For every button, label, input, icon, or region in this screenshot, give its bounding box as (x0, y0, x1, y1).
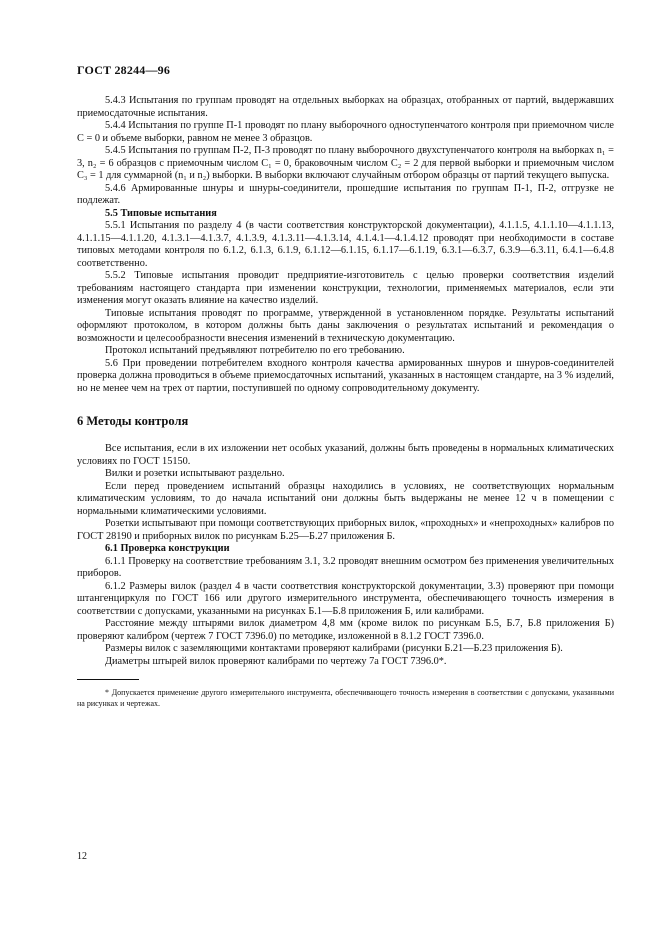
document-body (77, 95, 614, 709)
paragraph-6-sockets: Розетки испытывают при помощи соответствующих приборных вилок, «проходных» и «непроходных» калибров по ГОСТ 28190 и приборных вилок по рисункам Б.25—Б.27 приложения Б. (77, 518, 614, 542)
paragraph-6-1-1: 6.1.1 Проверку на соответствие требованиям 3.1, 3.2 проводят внешним осмотром без применения увеличительных приборов. (77, 555, 614, 579)
paragraph-5-6: 5.6 При проведении потребителем входного контроля качества армированных шнуров и шнуров-соединителей проверка должна проводиться в объеме приемосдаточных испытаний, указанных в настоящем стандарте, на 3 % изделий, но не менее чем на трех от партии, поступившей по одному сопроводительному документу. (77, 357, 614, 394)
section-heading-6: 6 Методы контроля (77, 414, 189, 428)
paragraph-5-5-2-protocol: Протокол испытаний предъявляют потребителю по его требованию. (105, 345, 405, 356)
paragraph-5-5-2: 5.5.2 Типовые испытания проводит предприятие-изготовитель с целью проверки соответствия изделий требованиям настоящего стандарта при изменении конструкции, технологии, применяемых материалов, если эти изменения могут оказать влияние на качество изделий. (77, 270, 614, 306)
paragraph-6-1-2-earthing: Размеры вилок с заземляющими контактами проверяют калибрами (рисунки Б.21—Б.23 приложения Б). (105, 643, 563, 654)
paragraph-6-intro: Все испытания, если в их изложении нет особых указаний, должны быть проведены в нормальных климатических условиях по ГОСТ 15150. (77, 443, 614, 467)
paragraph-5-4-4: 5.4.4 Испытания по группе П-1 проводят по плану выборочного одноступенчатого контроля при приемочном числе C = 0 и объеме выборки, равном не менее 3 образцов. (77, 120, 614, 144)
document-code-header: ГОСТ 28244—96 (77, 63, 171, 77)
paragraph-5-5-2-program: Типовые испытания проводят по программе, утвержденной в установленном порядке. Результаты испытаний оформляют протоколом, в котором должны быть даны заключения о результатах испытаний и рекомендация о возможности и целесообразности внесения изменений в техническую документацию. (77, 307, 614, 344)
paragraph-6-separate: Вилки и розетки испытывают раздельно. (105, 468, 285, 479)
paragraph-6-1-2-diameters: Диаметры штырей вилок проверяют калибрами по чертежу 7а ГОСТ 7396.0*. (105, 655, 447, 667)
paragraph-5-4-5: 5.4.5 Испытания по группам П-2, П-3 проводят по плану выборочного двухступенчатого контроля на выборках n₁ = 3, n₂ = 6 образцов с приемочным числом C₁ = 0, браковочным числом C₂ = 2 для первой выборки и приемочным числом C₃ = 1 для суммарной (n₁ и n₂) выборки. В выборки включают случайным отбором образцы от партий текущего выпуска. (77, 145, 614, 181)
paragraph-6-1-2: 6.1.2 Размеры вилок (раздел 4 в части соответствия конструкторской документации, 3.3) проверяют при помощи штангенциркуля по ГОСТ 166 или другого измерительного инструмента, обеспечивающего точность измерения в соответствии с допусками, указанными на рисунках Б.1—Б.8 приложения Б, или калибрами. (77, 580, 614, 617)
paragraph-5-5-1: 5.5.1 Испытания по разделу 4 (в части соответствия конструкторской документации), 4.1.1.5, 4.1.1.10—4.1.1.13, 4.1.1.15—4.1.1.20, 4.1.3.1—4.1.3.7, 4.1.3.9, 4.1.3.11—4.1.3.14, 4.1.4.1—4.1.4.12 проводят при необходимости в составе типовых методами контроля по 6.1.2, 6.1.3, 6.1.9, 6.1.12—6.1.15, 6.1.17—6.1.19, 6.3.1—6.3.7, 6.3.9—6.3.11, 6.4.1—6.4.8 соответственно. (77, 220, 614, 269)
subsection-heading-5-5: 5.5 Типовые испытания (105, 207, 217, 219)
paragraph-6-conditioning: Если перед проведением испытаний образцы находились в условиях, не соответствующих нормальным климатическим условиям, то до начала испытаний они должны быть выдержаны не менее 12 ч в помещении с нормальными климатическими условиями. (77, 480, 614, 517)
footnote-divider (77, 679, 139, 680)
paragraph-5-4-3: 5.4.3 Испытания по группам проводят на отдельных выборках на образцах, отобранных от партий, выдержавших приемосдаточные испытания. (77, 95, 614, 119)
page-number: 12 (77, 851, 87, 862)
paragraph-6-1-2-distance: Расстояние между штырями вилок диаметром 4,8 мм (кроме вилок по рисункам Б.5, Б.7, Б.8 приложения Б) проверяют калибром (чертеж 7 ГОСТ 7396.0) по методике, изложенной в 8.1.2 ГОСТ 7396.0. (77, 618, 614, 642)
footnote: * Допускается применение другого измерительного инструмента, обеспечивающего точность измерения в соответствии с допусками, указанными на рисунках и чертежах. (77, 688, 614, 708)
subsection-heading-6-1: 6.1 Проверка конструкции (105, 543, 230, 554)
paragraph-5-4-6: 5.4.6 Армированные шнуры и шнуры-соединители, прошедшие испытания по группам П-1, П-2, отгрузке не подлежат. (77, 182, 614, 206)
